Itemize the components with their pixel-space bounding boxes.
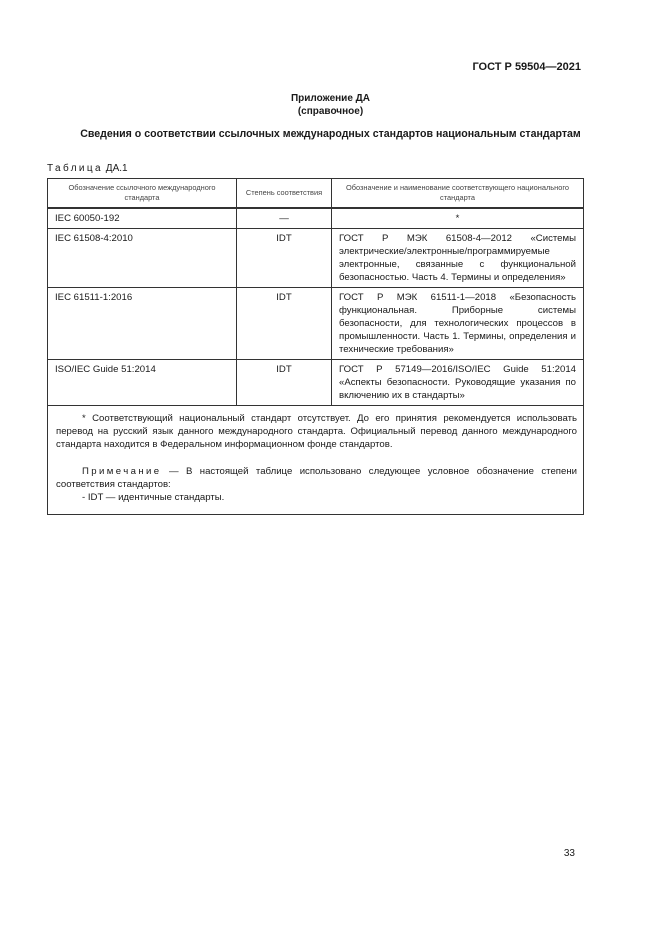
annex-subtitle: (справочное) [297,106,364,117]
table-row [48,208,584,229]
page-number: 33 [563,848,575,859]
cell-international-standard: IEC 60050-192 [48,208,237,229]
note [56,465,577,491]
cell-national-standard: * [332,208,584,229]
standard-id: ГОСТ Р 59504—2021 [472,61,581,73]
table-caption-number: ДА.1 [105,163,128,174]
annex-title: Приложение ДА [290,93,371,104]
cell-national-standard: ГОСТ Р 57149—2016/ISO/IEC Guide 51:2014 «Аспекты безопасности. Руководящие указания по включению их в стандарты» [332,360,584,406]
table-caption-prefix: Таблица [47,163,104,174]
correspondence-table [47,178,584,515]
note-item: - IDT — идентичные стандарты. [82,492,225,503]
cell-international-standard: IEC 61511-1:2016 [48,288,237,360]
cell-international-standard: IEC 61508-4:2010 [48,229,237,288]
table-footer-row [48,406,584,515]
cell-degree: IDT [237,229,332,288]
cell-national-standard: ГОСТ Р МЭК 61508-4—2012 «Системы электрические/электронные/программируемые электронные, связанные с функциональной безопасностью. Часть 4. Термины и определения» [332,229,584,288]
cell-degree: IDT [237,360,332,406]
table-row [48,288,584,360]
table-footer [48,406,584,515]
note-label: Примечание [82,466,162,477]
annex-heading [0,92,661,118]
table-header-row [48,179,584,209]
table-caption [47,163,128,174]
header-degree: Степень соответствия [237,179,332,209]
table-row [48,229,584,288]
cell-degree: IDT [237,288,332,360]
cell-international-standard: ISO/IEC Guide 51:2014 [48,360,237,406]
table-row [48,360,584,406]
header-national-standard: Обозначение и наименование соответствующего национального стандарта [332,179,584,209]
section-title: Сведения о соответствии ссылочных международных стандартов национальным стандартам [80,128,581,140]
note-text: — В настоящей таблице использовано следующее условное обозначение степени соответствия стандартов: [56,466,577,490]
cell-national-standard: ГОСТ Р МЭК 61511-1—2018 «Безопасность функциональная. Приборные системы безопасности, для технологических процессов в промышленности. Часть 1. Термины, определения и технические требования» [332,288,584,360]
cell-degree: — [237,208,332,229]
header-international-standard: Обозначение ссылочного международного стандарта [48,179,237,209]
footnote: * Соответствующий национальный стандарт отсутствует. До его принятия рекомендуется использовать перевод на русский язык данного международного стандарта. Официальный перевод данного международного стандарта находится в Федеральном информационном фонде стандартов. [56,413,577,450]
